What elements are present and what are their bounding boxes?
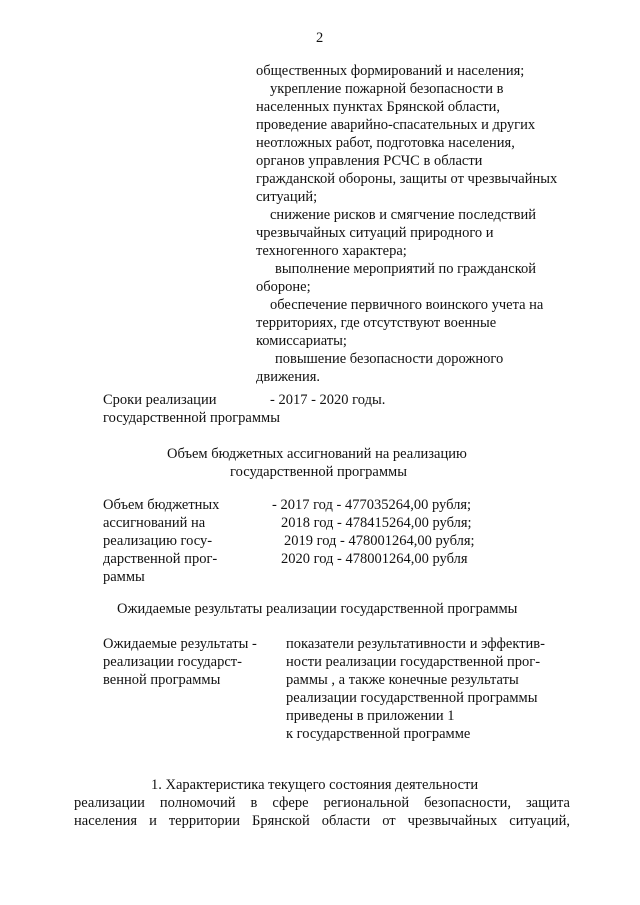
goal-line: территориях, где отсутствуют военные [256,315,497,331]
budget-label: реализацию госу- [103,533,213,549]
results-heading: Ожидаемые результаты реализации государственной программы [117,601,518,617]
budget-value: 2019 год - 478001264,00 рубля; [284,533,475,549]
budget-value: 2018 год - 478415264,00 рубля; [281,515,472,531]
goal-line: техногенного характера; [256,243,407,259]
budget-label: ассигнований на [103,515,206,531]
goal-line: обеспечение первичного воинского учета на [270,297,544,313]
budget-label: Объем бюджетных [103,497,220,513]
budget-value: 2020 год - 478001264,00 рубля [281,551,468,567]
terms-label: Сроки реализации [103,392,217,408]
budget-value: - 2017 год - 477035264,00 рубля; [272,497,472,513]
budget-heading-line: Объем бюджетных ассигнований на реализацию [167,446,467,462]
budget-label: дарственной прог- [103,551,218,567]
goal-line: проведение аварийно-спасательных и других [256,117,536,133]
goal-line: неотложных работ, подготовка населения, [256,135,515,151]
goal-line: органов управления РСЧС в области [256,153,483,169]
terms-label: государственной программы [103,410,280,426]
section-title: 1. Характеристика текущего состояния деятельности [151,777,479,793]
results-value: показатели результативности и эффектив- [286,636,545,652]
goal-line: движения. [256,369,321,385]
results-value: ности реализации государственной прог- [286,654,541,670]
section-body-line: реализации полномочий в сфере региональной безопасности, защита [74,795,570,811]
goal-line: повышение безопасности дорожного [275,351,504,367]
goal-line: ситуаций; [256,189,318,205]
results-value: реализации государственной программы [286,690,538,706]
results-label: венной программы [103,672,221,688]
budget-heading-line: государственной программы [230,464,407,480]
results-value: раммы , а также конечные результаты [286,672,519,688]
goal-line: обороне; [256,279,311,295]
results-label: реализации государст- [103,654,242,670]
goal-line: общественных формирований и населения; [256,63,525,79]
terms-value: - 2017 - 2020 годы. [270,392,386,408]
results-label: Ожидаемые результаты - [103,636,257,652]
page-number: 2 [316,30,324,46]
section-body-line: населения и территории Брянской области от чрезвычайных ситуаций, [74,813,570,829]
goal-line: гражданской обороны, защиты от чрезвычайных [256,171,558,187]
goal-line: снижение рисков и смягчение последствий [270,207,536,223]
results-value: к государственной программе [286,726,471,742]
goal-line: комиссариаты; [256,333,347,349]
goal-line: чрезвычайных ситуаций природного и [256,225,494,241]
results-value: приведены в приложении 1 [286,708,455,724]
budget-label: раммы [103,569,145,585]
goal-line: укрепление пожарной безопасности в [270,81,504,97]
goal-line: выполнение мероприятий по гражданской [275,261,537,277]
goal-line: населенных пунктах Брянской области, [256,99,500,115]
